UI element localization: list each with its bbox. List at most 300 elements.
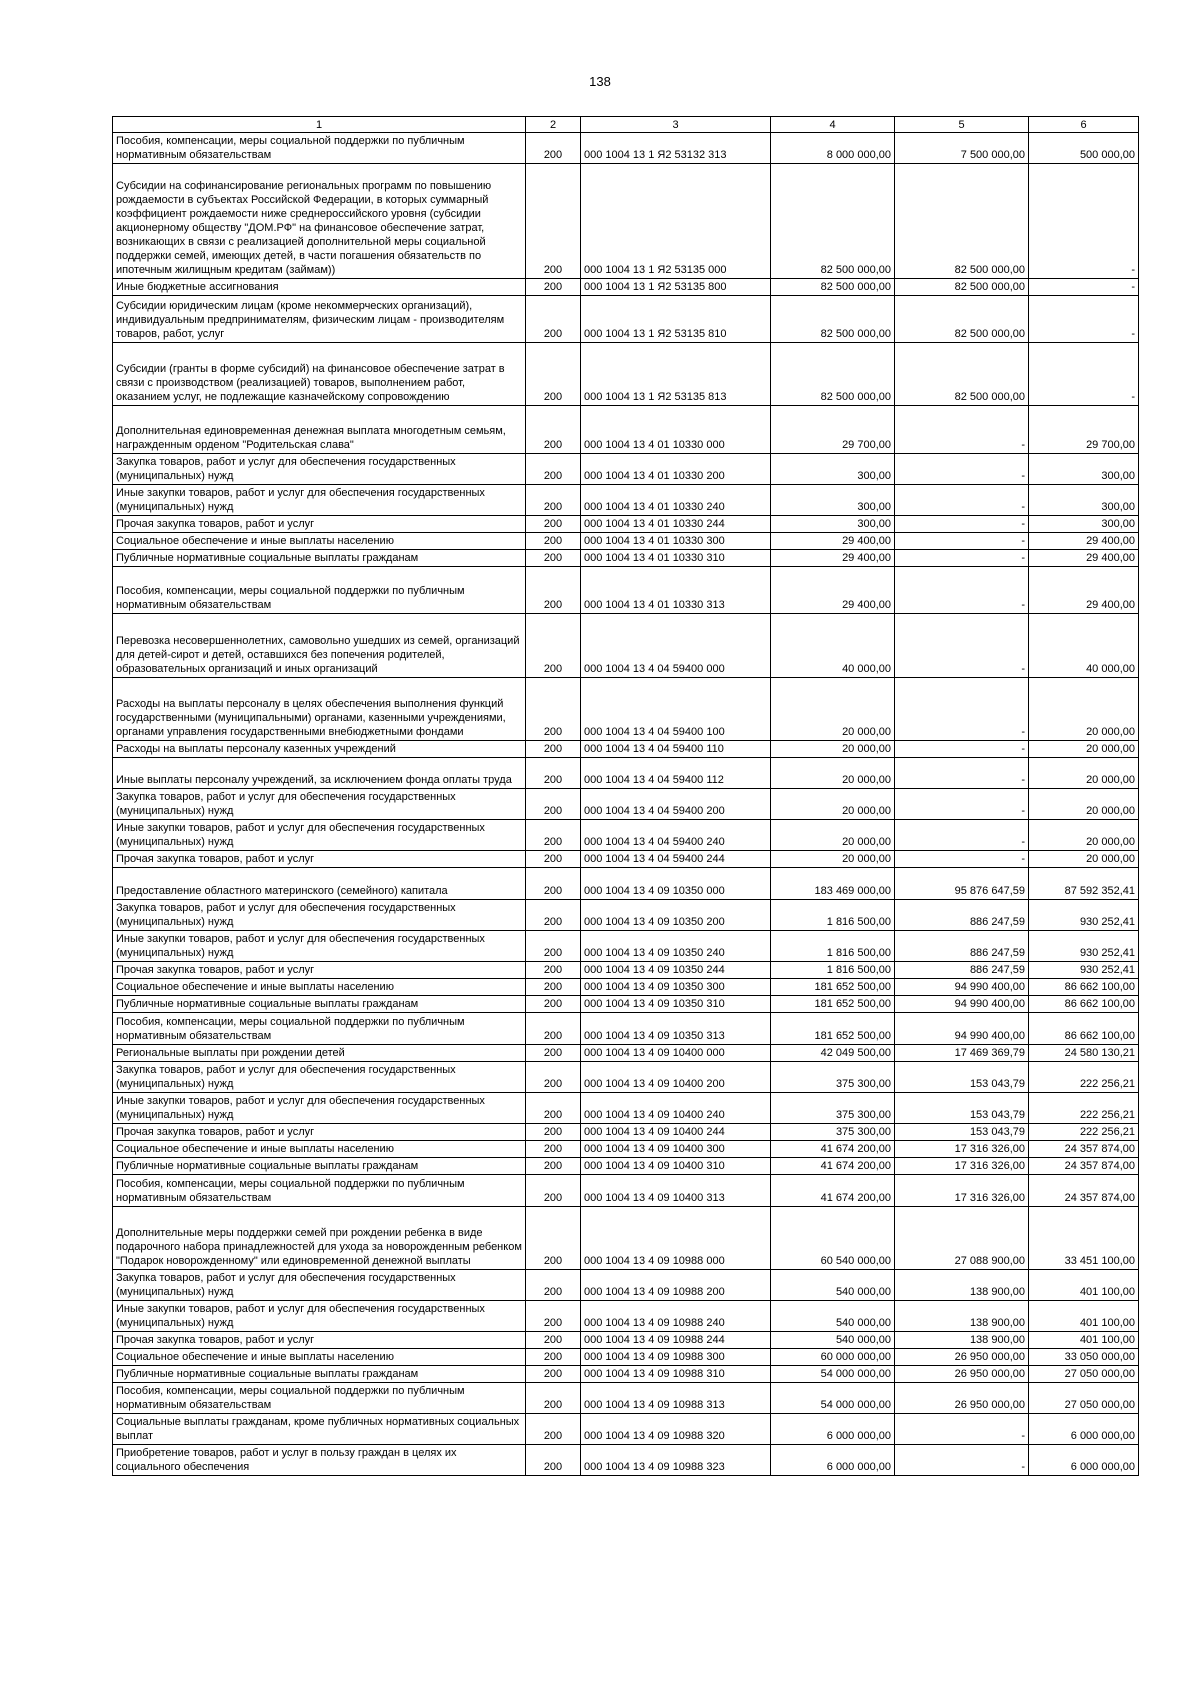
- row-value-4: 82 500 000,00: [771, 296, 895, 343]
- row-classification-code: 000 1004 13 1 Я2 53135 813: [581, 343, 771, 406]
- row-value-5: -: [895, 614, 1029, 678]
- row-name: Прочая закупка товаров, работ и услуг: [113, 1124, 526, 1141]
- row-name: Расходы на выплаты персоналу в целях обеспечения выполнения функций государственными (муниципальными) органами, казенными учреждениями, органами управления государственными внебюджетными фондами: [113, 678, 526, 741]
- row-value-5: 94 990 400,00: [895, 979, 1029, 996]
- row-value-5: -: [895, 485, 1029, 516]
- table-row: [113, 533, 1139, 550]
- row-classification-code: 000 1004 13 4 01 10330 200: [581, 454, 771, 485]
- row-value-6: 29 700,00: [1029, 406, 1139, 454]
- row-value-6: 300,00: [1029, 454, 1139, 485]
- row-value-6: 222 256,21: [1029, 1124, 1139, 1141]
- row-value-6: 20 000,00: [1029, 741, 1139, 758]
- row-value-4: 375 300,00: [771, 1124, 895, 1141]
- row-name: Публичные нормативные социальные выплаты гражданам: [113, 1158, 526, 1175]
- row-classification-code: 000 1004 13 4 09 10988 313: [581, 1383, 771, 1414]
- row-value-5: 7 500 000,00: [895, 133, 1029, 164]
- row-admin-code: 200: [526, 516, 581, 533]
- table-row: [113, 279, 1139, 296]
- row-value-5: -: [895, 758, 1029, 789]
- row-value-5: -: [895, 741, 1029, 758]
- row-value-4: 29 400,00: [771, 567, 895, 614]
- row-value-5: 26 950 000,00: [895, 1383, 1029, 1414]
- row-classification-code: 000 1004 13 4 01 10330 313: [581, 567, 771, 614]
- row-value-4: 181 652 500,00: [771, 996, 895, 1013]
- row-value-4: 60 000 000,00: [771, 1349, 895, 1366]
- row-admin-code: 200: [526, 296, 581, 343]
- row-admin-code: 200: [526, 996, 581, 1013]
- row-admin-code: 200: [526, 550, 581, 567]
- row-value-6: 20 000,00: [1029, 789, 1139, 820]
- table-row: [113, 164, 1139, 279]
- row-value-6: 401 100,00: [1029, 1301, 1139, 1332]
- row-admin-code: 200: [526, 820, 581, 851]
- row-value-5: 138 900,00: [895, 1270, 1029, 1301]
- row-value-6: 930 252,41: [1029, 962, 1139, 979]
- table-row: [113, 1366, 1139, 1383]
- row-admin-code: 200: [526, 279, 581, 296]
- row-value-5: 153 043,79: [895, 1062, 1029, 1093]
- row-name: Иные закупки товаров, работ и услуг для обеспечения государственных (муниципальных) нужд: [113, 1301, 526, 1332]
- row-name: Пособия, компенсации, меры социальной поддержки по публичным нормативным обязательствам: [113, 1013, 526, 1045]
- row-value-5: 886 247,59: [895, 962, 1029, 979]
- row-classification-code: 000 1004 13 4 09 10988 300: [581, 1349, 771, 1366]
- row-value-4: 82 500 000,00: [771, 164, 895, 279]
- table-row: [113, 1013, 1139, 1045]
- row-classification-code: 000 1004 13 4 04 59400 100: [581, 678, 771, 741]
- row-value-5: 82 500 000,00: [895, 279, 1029, 296]
- row-classification-code: 000 1004 13 4 04 59400 112: [581, 758, 771, 789]
- row-classification-code: 000 1004 13 4 01 10330 310: [581, 550, 771, 567]
- row-name: Региональные выплаты при рождении детей: [113, 1045, 526, 1062]
- page-number: 138: [589, 74, 611, 89]
- row-value-4: 375 300,00: [771, 1093, 895, 1124]
- column-header-3: 3: [581, 117, 771, 133]
- row-value-4: 41 674 200,00: [771, 1141, 895, 1158]
- row-value-4: 54 000 000,00: [771, 1366, 895, 1383]
- table-body: [113, 133, 1139, 1476]
- row-name: Публичные нормативные социальные выплаты гражданам: [113, 550, 526, 567]
- row-classification-code: 000 1004 13 4 09 10988 200: [581, 1270, 771, 1301]
- row-value-5: 153 043,79: [895, 1124, 1029, 1141]
- row-value-4: 300,00: [771, 516, 895, 533]
- row-admin-code: 200: [526, 614, 581, 678]
- row-value-6: 29 400,00: [1029, 567, 1139, 614]
- row-value-4: 29 400,00: [771, 550, 895, 567]
- row-value-6: 930 252,41: [1029, 931, 1139, 962]
- row-admin-code: 200: [526, 758, 581, 789]
- row-name: Субсидии юридическим лицам (кроме некоммерческих организаций), индивидуальным предпринимателям, физическим лицам - производителям товаров, работ, услуг: [113, 296, 526, 343]
- row-value-5: 138 900,00: [895, 1301, 1029, 1332]
- row-value-5: 886 247,59: [895, 900, 1029, 931]
- row-name: Закупка товаров, работ и услуг для обеспечения государственных (муниципальных) нужд: [113, 1062, 526, 1093]
- row-admin-code: 200: [526, 1013, 581, 1045]
- row-value-4: 20 000,00: [771, 789, 895, 820]
- row-value-5: -: [895, 851, 1029, 868]
- row-classification-code: 000 1004 13 4 09 10350 310: [581, 996, 771, 1013]
- row-classification-code: 000 1004 13 4 04 59400 240: [581, 820, 771, 851]
- row-value-5: 17 316 326,00: [895, 1158, 1029, 1175]
- row-admin-code: 200: [526, 1062, 581, 1093]
- row-value-6: 40 000,00: [1029, 614, 1139, 678]
- row-value-5: -: [895, 454, 1029, 485]
- table-row: [113, 406, 1139, 454]
- row-value-5: -: [895, 678, 1029, 741]
- row-value-6: 20 000,00: [1029, 820, 1139, 851]
- table-row: [113, 296, 1139, 343]
- row-value-6: 20 000,00: [1029, 851, 1139, 868]
- row-classification-code: 000 1004 13 1 Я2 53135 810: [581, 296, 771, 343]
- table-row: [113, 516, 1139, 533]
- row-name: Иные выплаты персоналу учреждений, за исключением фонда оплаты труда: [113, 758, 526, 789]
- table-row: [113, 1445, 1139, 1476]
- row-value-6: -: [1029, 296, 1139, 343]
- row-admin-code: 200: [526, 1270, 581, 1301]
- row-admin-code: 200: [526, 1175, 581, 1207]
- row-value-4: 8 000 000,00: [771, 133, 895, 164]
- row-classification-code: 000 1004 13 1 Я2 53135 000: [581, 164, 771, 279]
- row-value-4: 41 674 200,00: [771, 1158, 895, 1175]
- row-name: Социальные выплаты гражданам, кроме публичных нормативных социальных выплат: [113, 1414, 526, 1445]
- row-value-6: 33 050 000,00: [1029, 1349, 1139, 1366]
- row-value-6: 6 000 000,00: [1029, 1414, 1139, 1445]
- row-value-4: 1 816 500,00: [771, 962, 895, 979]
- table-row: [113, 1349, 1139, 1366]
- row-value-6: 20 000,00: [1029, 758, 1139, 789]
- row-name: Приобретение товаров, работ и услуг в пользу граждан в целях их социального обеспечения: [113, 1445, 526, 1476]
- row-admin-code: 200: [526, 406, 581, 454]
- row-value-4: 540 000,00: [771, 1301, 895, 1332]
- table-row: [113, 931, 1139, 962]
- row-value-6: 6 000 000,00: [1029, 1445, 1139, 1476]
- table-row: [113, 678, 1139, 741]
- row-value-6: 24 357 874,00: [1029, 1175, 1139, 1207]
- row-value-6: 930 252,41: [1029, 900, 1139, 931]
- header-row: [113, 117, 1139, 133]
- row-value-5: 95 876 647,59: [895, 868, 1029, 900]
- row-name: Прочая закупка товаров, работ и услуг: [113, 1332, 526, 1349]
- row-name: Публичные нормативные социальные выплаты гражданам: [113, 996, 526, 1013]
- column-header-2: 2: [526, 117, 581, 133]
- row-admin-code: 200: [526, 1349, 581, 1366]
- row-admin-code: 200: [526, 1207, 581, 1270]
- row-value-4: 540 000,00: [771, 1332, 895, 1349]
- row-name: Закупка товаров, работ и услуг для обеспечения государственных (муниципальных) нужд: [113, 789, 526, 820]
- row-admin-code: 200: [526, 1445, 581, 1476]
- row-value-5: 138 900,00: [895, 1332, 1029, 1349]
- row-name: Публичные нормативные социальные выплаты гражданам: [113, 1366, 526, 1383]
- row-value-5: -: [895, 1414, 1029, 1445]
- row-value-6: 87 592 352,41: [1029, 868, 1139, 900]
- row-value-6: 33 451 100,00: [1029, 1207, 1139, 1270]
- table-row: [113, 343, 1139, 406]
- table-row: [113, 1414, 1139, 1445]
- row-name: Пособия, компенсации, меры социальной поддержки по публичным нормативным обязательствам: [113, 1383, 526, 1414]
- row-value-5: 82 500 000,00: [895, 296, 1029, 343]
- row-value-4: 82 500 000,00: [771, 279, 895, 296]
- table-row: [113, 1383, 1139, 1414]
- row-value-4: 181 652 500,00: [771, 1013, 895, 1045]
- row-value-5: 26 950 000,00: [895, 1366, 1029, 1383]
- row-value-5: 17 316 326,00: [895, 1175, 1029, 1207]
- row-name: Пособия, компенсации, меры социальной поддержки по публичным нормативным обязательствам: [113, 1175, 526, 1207]
- row-value-6: 300,00: [1029, 485, 1139, 516]
- row-value-4: 183 469 000,00: [771, 868, 895, 900]
- row-value-5: 94 990 400,00: [895, 1013, 1029, 1045]
- row-classification-code: 000 1004 13 4 09 10400 200: [581, 1062, 771, 1093]
- row-name: Социальное обеспечение и иные выплаты населению: [113, 979, 526, 996]
- row-value-6: 86 662 100,00: [1029, 979, 1139, 996]
- row-value-6: 401 100,00: [1029, 1332, 1139, 1349]
- row-value-5: 82 500 000,00: [895, 164, 1029, 279]
- row-name: Прочая закупка товаров, работ и услуг: [113, 516, 526, 533]
- row-name: Перевозка несовершеннолетних, самовольно ушедших из семей, организаций для детей-сирот и детей, оставшихся без попечения родителей, образовательных организаций и иных организаций: [113, 614, 526, 678]
- row-value-4: 20 000,00: [771, 678, 895, 741]
- table-row: [113, 454, 1139, 485]
- table-row: [113, 1141, 1139, 1158]
- row-value-6: -: [1029, 164, 1139, 279]
- row-classification-code: 000 1004 13 4 09 10350 313: [581, 1013, 771, 1045]
- row-classification-code: 000 1004 13 4 09 10400 000: [581, 1045, 771, 1062]
- table-row: [113, 789, 1139, 820]
- row-admin-code: 200: [526, 979, 581, 996]
- row-admin-code: 200: [526, 1045, 581, 1062]
- column-header-5: 5: [895, 117, 1029, 133]
- table-row: [113, 567, 1139, 614]
- row-name: Дополнительная единовременная денежная выплата многодетным семьям, награжденным орденом "Родительская слава": [113, 406, 526, 454]
- row-name: Прочая закупка товаров, работ и услуг: [113, 851, 526, 868]
- row-value-4: 300,00: [771, 454, 895, 485]
- row-name: Предоставление областного материнского (семейного) капитала: [113, 868, 526, 900]
- row-value-6: 20 000,00: [1029, 678, 1139, 741]
- row-value-5: 153 043,79: [895, 1093, 1029, 1124]
- table-row: [113, 550, 1139, 567]
- row-value-6: 24 357 874,00: [1029, 1158, 1139, 1175]
- budget-table: [112, 116, 1139, 1476]
- row-admin-code: 200: [526, 1141, 581, 1158]
- row-name: Иные закупки товаров, работ и услуг для обеспечения государственных (муниципальных) нужд: [113, 931, 526, 962]
- column-header-1: 1: [113, 117, 526, 133]
- row-value-4: 60 540 000,00: [771, 1207, 895, 1270]
- row-value-5: 17 469 369,79: [895, 1045, 1029, 1062]
- row-classification-code: 000 1004 13 4 09 10988 000: [581, 1207, 771, 1270]
- row-value-6: -: [1029, 343, 1139, 406]
- row-classification-code: 000 1004 13 4 09 10400 313: [581, 1175, 771, 1207]
- row-value-4: 6 000 000,00: [771, 1445, 895, 1476]
- row-value-4: 375 300,00: [771, 1062, 895, 1093]
- table-row: [113, 979, 1139, 996]
- row-name: Закупка товаров, работ и услуг для обеспечения государственных (муниципальных) нужд: [113, 1270, 526, 1301]
- row-value-6: 27 050 000,00: [1029, 1383, 1139, 1414]
- table-row: [113, 1093, 1139, 1124]
- table-row: [113, 741, 1139, 758]
- row-admin-code: 200: [526, 741, 581, 758]
- row-value-5: -: [895, 516, 1029, 533]
- row-classification-code: 000 1004 13 4 09 10988 240: [581, 1301, 771, 1332]
- row-value-5: -: [895, 789, 1029, 820]
- table-row: [113, 900, 1139, 931]
- row-classification-code: 000 1004 13 4 04 59400 110: [581, 741, 771, 758]
- row-value-4: 41 674 200,00: [771, 1175, 895, 1207]
- table-row: [113, 820, 1139, 851]
- row-name: Дополнительные меры поддержки семей при рождении ребенка в виде подарочного набора принадлежностей для ухода за новорожденным ребенком "Подарок новорожденному" или единовременной денежной выплаты: [113, 1207, 526, 1270]
- row-value-4: 42 049 500,00: [771, 1045, 895, 1062]
- column-header-6: 6: [1029, 117, 1139, 133]
- row-admin-code: 200: [526, 900, 581, 931]
- row-value-5: 886 247,59: [895, 931, 1029, 962]
- row-value-4: 1 816 500,00: [771, 931, 895, 962]
- row-name: Субсидии (гранты в форме субсидий) на финансовое обеспечение затрат в связи с производством (реализацией) товаров, выполнением работ, оказанием услуг, не подлежащие казначейскому сопровождению: [113, 343, 526, 406]
- row-value-6: 222 256,21: [1029, 1093, 1139, 1124]
- row-admin-code: 200: [526, 133, 581, 164]
- table-row: [113, 1045, 1139, 1062]
- row-value-6: 300,00: [1029, 516, 1139, 533]
- table-row: [113, 1332, 1139, 1349]
- row-value-5: 82 500 000,00: [895, 343, 1029, 406]
- row-value-5: -: [895, 567, 1029, 614]
- row-name: Иные закупки товаров, работ и услуг для обеспечения государственных (муниципальных) нужд: [113, 1093, 526, 1124]
- row-classification-code: 000 1004 13 4 09 10988 323: [581, 1445, 771, 1476]
- row-value-4: 29 400,00: [771, 533, 895, 550]
- row-value-5: -: [895, 406, 1029, 454]
- row-classification-code: 000 1004 13 4 09 10350 200: [581, 900, 771, 931]
- row-value-6: -: [1029, 279, 1139, 296]
- row-classification-code: 000 1004 13 4 09 10400 240: [581, 1093, 771, 1124]
- row-value-5: -: [895, 820, 1029, 851]
- row-classification-code: 000 1004 13 4 09 10350 000: [581, 868, 771, 900]
- table-row: [113, 1207, 1139, 1270]
- row-classification-code: 000 1004 13 4 04 59400 000: [581, 614, 771, 678]
- row-value-6: 29 400,00: [1029, 550, 1139, 567]
- row-admin-code: 200: [526, 1158, 581, 1175]
- row-value-5: 17 316 326,00: [895, 1141, 1029, 1158]
- row-admin-code: 200: [526, 962, 581, 979]
- row-classification-code: 000 1004 13 4 01 10330 000: [581, 406, 771, 454]
- row-classification-code: 000 1004 13 4 04 59400 200: [581, 789, 771, 820]
- table-row: [113, 1158, 1139, 1175]
- row-classification-code: 000 1004 13 4 01 10330 244: [581, 516, 771, 533]
- row-value-5: 26 950 000,00: [895, 1349, 1029, 1366]
- row-value-4: 82 500 000,00: [771, 343, 895, 406]
- row-classification-code: 000 1004 13 4 01 10330 240: [581, 485, 771, 516]
- row-name: Иные бюджетные ассигнования: [113, 279, 526, 296]
- row-value-4: 181 652 500,00: [771, 979, 895, 996]
- table-row: [113, 133, 1139, 164]
- row-admin-code: 200: [526, 533, 581, 550]
- row-classification-code: 000 1004 13 4 09 10350 244: [581, 962, 771, 979]
- row-admin-code: 200: [526, 1124, 581, 1141]
- row-name: Социальное обеспечение и иные выплаты населению: [113, 533, 526, 550]
- row-name: Пособия, компенсации, меры социальной поддержки по публичным нормативным обязательствам: [113, 567, 526, 614]
- row-classification-code: 000 1004 13 4 09 10350 240: [581, 931, 771, 962]
- table-row: [113, 868, 1139, 900]
- table-row: [113, 1175, 1139, 1207]
- row-admin-code: 200: [526, 789, 581, 820]
- row-value-4: 54 000 000,00: [771, 1383, 895, 1414]
- row-value-5: -: [895, 1445, 1029, 1476]
- row-classification-code: 000 1004 13 1 Я2 53135 800: [581, 279, 771, 296]
- table-row: [113, 996, 1139, 1013]
- row-name: Пособия, компенсации, меры социальной поддержки по публичным нормативным обязательствам: [113, 133, 526, 164]
- row-name: Иные закупки товаров, работ и услуг для обеспечения государственных (муниципальных) нужд: [113, 820, 526, 851]
- row-value-4: 540 000,00: [771, 1270, 895, 1301]
- row-admin-code: 200: [526, 567, 581, 614]
- row-admin-code: 200: [526, 1093, 581, 1124]
- row-name: Субсидии на софинансирование региональных программ по повышению рождаемости в субъектах Российской Федерации, в которых суммарный коэффициент рождаемости ниже среднероссийского уровня (субсидии акционерному обществу "ДОМ.РФ" на финансовое обеспечение затрат, возникающих в связи с реализацией дополнительной меры социальной поддержки семей, имеющих детей, в части погашения обязательств по ипотечным жилищным кредитам (займам)): [113, 164, 526, 279]
- row-classification-code: 000 1004 13 4 01 10330 300: [581, 533, 771, 550]
- row-admin-code: 200: [526, 1383, 581, 1414]
- row-name: Закупка товаров, работ и услуг для обеспечения государственных (муниципальных) нужд: [113, 900, 526, 931]
- row-value-6: 86 662 100,00: [1029, 1013, 1139, 1045]
- row-value-6: 86 662 100,00: [1029, 996, 1139, 1013]
- row-value-6: 500 000,00: [1029, 133, 1139, 164]
- table-row: [113, 1062, 1139, 1093]
- row-admin-code: 200: [526, 931, 581, 962]
- row-admin-code: 200: [526, 1332, 581, 1349]
- table-row: [113, 1270, 1139, 1301]
- row-classification-code: 000 1004 13 1 Я2 53132 313: [581, 133, 771, 164]
- row-value-6: 401 100,00: [1029, 1270, 1139, 1301]
- row-value-5: 27 088 900,00: [895, 1207, 1029, 1270]
- row-value-6: 24 580 130,21: [1029, 1045, 1139, 1062]
- row-admin-code: 200: [526, 1301, 581, 1332]
- row-value-4: 40 000,00: [771, 614, 895, 678]
- row-admin-code: 200: [526, 851, 581, 868]
- row-classification-code: 000 1004 13 4 04 59400 244: [581, 851, 771, 868]
- table-row: [113, 485, 1139, 516]
- row-value-5: -: [895, 533, 1029, 550]
- row-classification-code: 000 1004 13 4 09 10350 300: [581, 979, 771, 996]
- row-admin-code: 200: [526, 343, 581, 406]
- row-name: Социальное обеспечение и иные выплаты населению: [113, 1349, 526, 1366]
- row-admin-code: 200: [526, 164, 581, 279]
- row-value-6: 27 050 000,00: [1029, 1366, 1139, 1383]
- row-admin-code: 200: [526, 678, 581, 741]
- row-admin-code: 200: [526, 1414, 581, 1445]
- row-name: Закупка товаров, работ и услуг для обеспечения государственных (муниципальных) нужд: [113, 454, 526, 485]
- row-value-4: 20 000,00: [771, 851, 895, 868]
- row-classification-code: 000 1004 13 4 09 10400 300: [581, 1141, 771, 1158]
- row-classification-code: 000 1004 13 4 09 10988 320: [581, 1414, 771, 1445]
- row-name: Расходы на выплаты персоналу казенных учреждений: [113, 741, 526, 758]
- table-row: [113, 1124, 1139, 1141]
- row-name: Социальное обеспечение и иные выплаты населению: [113, 1141, 526, 1158]
- row-name: Иные закупки товаров, работ и услуг для обеспечения государственных (муниципальных) нужд: [113, 485, 526, 516]
- row-value-4: 20 000,00: [771, 820, 895, 851]
- row-admin-code: 200: [526, 485, 581, 516]
- table-row: [113, 1301, 1139, 1332]
- row-value-4: 6 000 000,00: [771, 1414, 895, 1445]
- row-value-6: 29 400,00: [1029, 533, 1139, 550]
- row-name: Прочая закупка товаров, работ и услуг: [113, 962, 526, 979]
- row-value-4: 300,00: [771, 485, 895, 516]
- row-value-5: -: [895, 550, 1029, 567]
- row-value-4: 20 000,00: [771, 741, 895, 758]
- table-row: [113, 614, 1139, 678]
- row-classification-code: 000 1004 13 4 09 10400 310: [581, 1158, 771, 1175]
- row-classification-code: 000 1004 13 4 09 10400 244: [581, 1124, 771, 1141]
- table-row: [113, 758, 1139, 789]
- row-value-6: 222 256,21: [1029, 1062, 1139, 1093]
- row-classification-code: 000 1004 13 4 09 10988 310: [581, 1366, 771, 1383]
- column-header-4: 4: [771, 117, 895, 133]
- row-value-4: 29 700,00: [771, 406, 895, 454]
- row-value-5: 94 990 400,00: [895, 996, 1029, 1013]
- row-value-4: 1 816 500,00: [771, 900, 895, 931]
- row-admin-code: 200: [526, 868, 581, 900]
- row-value-4: 20 000,00: [771, 758, 895, 789]
- row-admin-code: 200: [526, 1366, 581, 1383]
- row-admin-code: 200: [526, 454, 581, 485]
